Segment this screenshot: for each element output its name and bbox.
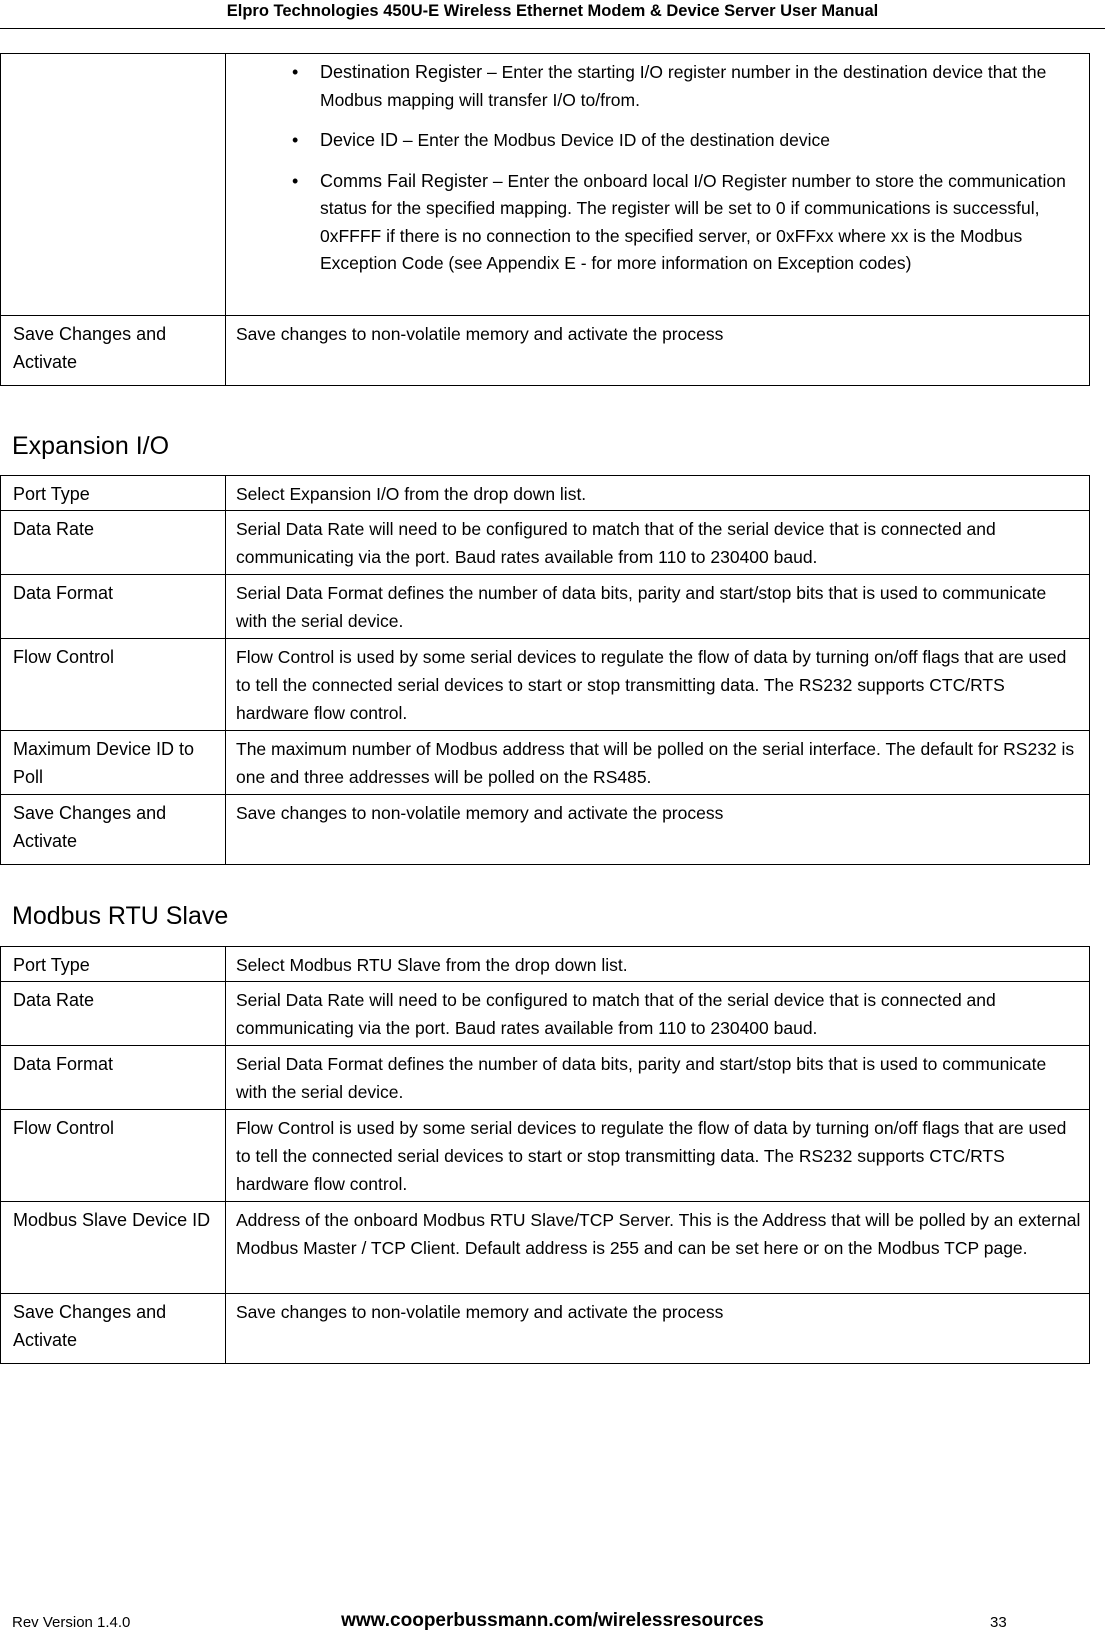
bullet-text: Enter the Modbus Device ID of the destination device <box>417 130 830 150</box>
row-description: Save changes to non-volatile memory and activate the process <box>226 795 1090 865</box>
row-label: Save Changes and Activate <box>1 316 226 386</box>
section-title-modbus-rtu-slave: Modbus RTU Slave <box>12 902 229 930</box>
table-row <box>1 476 1090 511</box>
bullet-text: Enter the onboard local I/O Register number to store the communication status for the specified mapping. The register will be set to 0 if communications is successful, 0xFFFF if there is no connection to the specified server, or 0xFFxx where xx is the Modbus Exception Code (see Appendix E - for more information on Exception codes) <box>320 170 1066 273</box>
bullet-term: Device ID <box>320 130 399 150</box>
table-row <box>1 511 1090 575</box>
row-description: Address of the onboard Modbus RTU Slave/TCP Server. This is the Address that will be polled by an external Modbus Master / TCP Client. Default address is 255 and can be set here or on the Modbus TCP page. <box>226 1202 1090 1294</box>
bullet-separator: – <box>482 62 502 82</box>
manual-title: Elpro Technologies 450U-E Wireless Ethernet Modem & Device Server User Manual <box>226 2 879 20</box>
bullet-list <box>236 59 1081 278</box>
bullet-separator: – <box>488 170 508 191</box>
table-row <box>1 795 1090 865</box>
row-description: Serial Data Rate will need to be configured to match that of the serial device that is connected and communicating via the port. Baud rates available from 110 to 230400 baud. <box>226 982 1090 1046</box>
table-row <box>1 639 1090 731</box>
row-label: Flow Control <box>1 1110 226 1202</box>
table-row <box>1 316 1090 386</box>
bullet-text: Enter the starting I/O register number in the destination device that the Modbus mapping will transfer I/O to/from. <box>320 62 1047 110</box>
table-row <box>1 1202 1090 1294</box>
page-number: 33 <box>990 1614 1007 1631</box>
row-label: Data Format <box>1 1046 226 1110</box>
bullet-separator: – <box>398 130 418 150</box>
table-row <box>1 982 1090 1046</box>
table-row <box>1 575 1090 639</box>
table-row <box>1 1046 1090 1110</box>
table-row <box>1 947 1090 982</box>
row-label: Data Rate <box>1 982 226 1046</box>
list-item <box>236 59 1081 114</box>
row-description: Serial Data Format defines the number of data bits, parity and start/stop bits that is used to communicate with the serial device. <box>226 1046 1090 1110</box>
empty-label-cell <box>1 54 226 316</box>
bullet-term: Destination Register <box>320 62 483 82</box>
list-item <box>236 168 1081 278</box>
row-label: Data Format <box>1 575 226 639</box>
row-label: Flow Control <box>1 639 226 731</box>
row-label: Port Type <box>1 947 226 982</box>
page-header <box>0 0 1105 29</box>
row-label: Modbus Slave Device ID <box>1 1202 226 1294</box>
bullet-icon: • <box>292 170 299 191</box>
bullet-cell <box>226 54 1090 316</box>
row-description: Flow Control is used by some serial devices to regulate the flow of data by turning on/off flags that are used to tell the connected serial devices to start or stop transmitting data. The RS232 supports CTC/RTS hardware flow control. <box>226 639 1090 731</box>
row-label: Maximum Device ID to Poll <box>1 731 226 795</box>
row-label: Data Rate <box>1 511 226 575</box>
row-description: The maximum number of Modbus address that will be polled on the serial interface. The default for RS232 is one and three addresses will be polled on the RS485. <box>226 731 1090 795</box>
expansion-io-table <box>0 475 1090 865</box>
bullet-icon: • <box>292 62 299 82</box>
table-row <box>1 1110 1090 1202</box>
row-description: Save changes to non-volatile memory and activate the process <box>226 1294 1090 1364</box>
row-description: Select Modbus RTU Slave from the drop down list. <box>226 947 1090 982</box>
table-row <box>1 54 1090 316</box>
page-footer <box>0 1604 1105 1644</box>
top-table <box>0 53 1090 386</box>
row-label: Save Changes and Activate <box>1 1294 226 1364</box>
row-description: Serial Data Rate will need to be configured to match that of the serial device that is connected and communicating via the port. Baud rates available from 110 to 230400 baud. <box>226 511 1090 575</box>
row-label: Save Changes and Activate <box>1 795 226 865</box>
section-title-expansion-io: Expansion I/O <box>12 432 170 460</box>
table-row <box>1 731 1090 795</box>
row-description: Serial Data Format defines the number of data bits, parity and start/stop bits that is used to communicate with the serial device. <box>226 575 1090 639</box>
bullet-term: Comms Fail Register <box>320 170 489 191</box>
row-description: Flow Control is used by some serial devices to regulate the flow of data by turning on/off flags that are used to tell the connected serial devices to start or stop transmitting data. The RS232 supports CTC/RTS hardware flow control. <box>226 1110 1090 1202</box>
revision-version: Rev Version 1.4.0 <box>12 1614 131 1631</box>
website-link[interactable]: www.cooperbussmann.com/wirelessresources <box>341 1610 764 1631</box>
row-label: Port Type <box>1 476 226 511</box>
table-row <box>1 1294 1090 1364</box>
modbus-rtu-slave-table <box>0 946 1090 1364</box>
bullet-icon: • <box>292 130 299 150</box>
row-description: Save changes to non-volatile memory and activate the process <box>226 316 1090 386</box>
row-description: Select Expansion I/O from the drop down list. <box>226 476 1090 511</box>
list-item <box>236 127 1081 155</box>
